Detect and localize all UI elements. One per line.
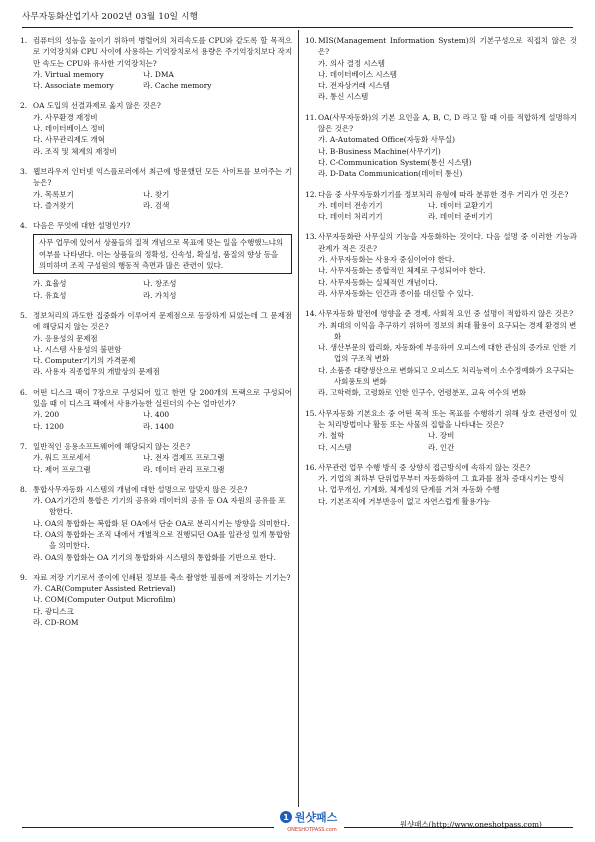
question-number: 1. — [20, 36, 28, 45]
answer-option: 가. 데이터 전송기기 — [318, 200, 383, 210]
answer-option: 나. 400 — [143, 410, 170, 420]
question-item — [20, 387, 292, 432]
answer-option: 나. 업무개선, 기계화, 체계성의 단계를 거쳐 자동화 수행 — [318, 485, 500, 495]
answer-option: 나. 전자 결제프 프로그램 — [143, 453, 225, 463]
svg-text:1: 1 — [283, 813, 289, 822]
answer-option: 가. OA기기간의 통합은 기기의 공유와 데이터의 공유 등 OA 자원의 공유를 포함한다. — [33, 496, 286, 517]
question-text: 사무자동화 발전에 영향을 준 경제, 사회적 요인 중 설명이 적합하지 않은 것은? — [318, 309, 574, 319]
answer-option: 라. OA의 통합화는 OA 기기의 통합화와 시스템의 통합화를 기반으로 한다. — [33, 552, 276, 562]
question-stem — [20, 220, 292, 231]
header-rule — [22, 27, 573, 28]
answer-option: 라. D-Data Communication(데이터 통신) — [318, 169, 463, 179]
answer-options — [305, 134, 577, 179]
answer-option: 다. 즐겨찾기 — [33, 200, 74, 210]
question-item — [20, 441, 292, 475]
answer-option: 다. Computer기기의 가격문제 — [33, 356, 136, 366]
right-column — [305, 35, 577, 516]
answer-option: 나. COM(Computer Output Microfilm) — [33, 595, 176, 605]
answer-option: 다. 시스템 — [318, 442, 352, 452]
question-number: 16. — [305, 462, 317, 472]
question-number: 6. — [20, 387, 28, 397]
question-text: 사무자동화란 사무실의 기능을 자동화하는 것이다. 다음 설명 중 이러한 기능과 관계가 적은 것은? — [318, 232, 577, 253]
answer-option: 라. 고학력화, 고령화로 인한 인구수, 연령분포, 교육 여수의 변화 — [318, 388, 526, 398]
question-stem — [20, 441, 292, 452]
answer-option: 가. 철학 — [318, 431, 345, 441]
answer-option: 가. 최대의 이익을 추구하기 위하여 정보의 최대 활용이 요구되는 경제 환경의 변화 — [318, 320, 577, 341]
question-text: 사무관련 업무 수행 방식 중 상향식 접근방식에 속하지 않는 것은? — [318, 462, 531, 472]
answer-options — [305, 254, 577, 299]
answer-options — [20, 333, 292, 378]
question-number: 12. — [305, 189, 317, 199]
answer-option: 나. DMA — [143, 69, 174, 79]
answer-options — [305, 58, 577, 103]
answer-option: 다. 사무관리제도 개혁 — [33, 135, 105, 145]
question-passage-box: 사무 업무에 있어서 상품들의 질적 개념으로 목표에 맞는 일을 수행했느냐의 여부를 나타낸다. 이는 상품들의 정확성, 신속성, 확실성, 품질의 향상 등을 의미하며 조직 구성원의 행동적 측면과 많은 관련이 있다. — [33, 234, 292, 274]
answer-option: 다. Associate memory — [33, 81, 114, 91]
answer-options — [20, 495, 292, 563]
question-text: 컴퓨터의 성능을 높이기 위하여 병렬어의 처리속도를 CPU와 같도록 할 목적으로 기억장치와 CPU 사이에 사용하는 기억장치로서 용량은 주기억장치보다 작지만 속도는 CPU와 유사한 기억장치는? — [33, 36, 292, 68]
answer-option: 나. 시스템 사용성의 불편함 — [33, 344, 122, 354]
question-stem — [20, 166, 292, 189]
question-number: 3. — [20, 166, 28, 176]
question-stem — [305, 112, 577, 135]
question-number: 8. — [20, 484, 28, 494]
question-item — [305, 112, 577, 180]
question-text: OA 도입의 선결과제로 옳지 않은 것은? — [33, 101, 161, 111]
question-number: 7. — [20, 441, 28, 451]
footer-site: 원샷패스(http://www.oneshotpass.com) — [400, 820, 542, 829]
answer-option: 다. 제어 프로그램 — [33, 464, 91, 474]
answer-option: 다. 유효성 — [33, 290, 67, 300]
logo-subtext: ONESHOTPASS.com — [287, 827, 337, 833]
answer-option: 라. 1400 — [143, 421, 174, 431]
question-item — [305, 35, 577, 103]
answer-option: 다. C-Communication System(통신 시스템) — [318, 157, 472, 167]
answer-option: 라. Cache memory — [143, 81, 212, 91]
question-item — [305, 308, 577, 398]
answer-option: 나. 데이터베이스 정비 — [33, 124, 105, 134]
question-item — [305, 408, 577, 453]
answer-option: 가. 응용성의 문제점 — [33, 333, 98, 343]
question-item — [20, 310, 292, 378]
answer-option: 라. 인간 — [428, 442, 455, 452]
answer-options — [20, 112, 292, 157]
answer-options — [305, 473, 577, 507]
answer-options — [305, 200, 577, 223]
answer-option: 나. 창조성 — [143, 279, 177, 289]
logo-text: 원샷패스 — [294, 811, 338, 824]
answer-options — [20, 583, 292, 628]
answer-option: 라. 조직 및 체계의 재정비 — [33, 146, 117, 156]
question-item — [20, 572, 292, 628]
question-number: 5. — [20, 310, 28, 320]
question-stem — [20, 387, 292, 410]
answer-option: 가. 기업의 최하부 단위업무부터 자동화하여 그 효과를 점차 증대시키는 방식 — [318, 474, 565, 484]
question-item — [20, 166, 292, 211]
answer-option: 나. 데이터베이스 시스템 — [318, 69, 397, 79]
answer-options — [305, 430, 577, 453]
answer-option: 라. 데이터 준비기기 — [428, 212, 493, 222]
question-text: MIS(Management Information System)의 기본구성으로 직접치 않은 것은? — [318, 36, 577, 57]
question-number: 14. — [305, 309, 317, 319]
question-stem — [20, 484, 292, 495]
answer-option: 가. 목록보기 — [33, 189, 74, 199]
question-stem — [20, 310, 292, 333]
question-stem — [20, 572, 292, 583]
answer-options — [20, 278, 292, 301]
question-text: 다음 중 사무자동화기기를 정보처리 유형에 따라 분류한 경우 거리가 먼 것은? — [318, 189, 569, 199]
answer-option: 가. 의사 결정 시스템 — [318, 58, 385, 68]
question-text: OA(사무자동화)의 기본 요인을 A, B, C, D 라고 할 때 이를 적합하게 설명하지 않은 것은? — [318, 112, 577, 134]
answer-option: 라. 통신 시스템 — [318, 92, 369, 102]
answer-option: 가. CAR(Computer Assisted Retrieval) — [33, 584, 176, 594]
answer-option: 가. Virtual memory — [33, 69, 104, 79]
question-item — [20, 220, 292, 301]
answer-option: 나. OA의 통합화는 복합화 된 OA에서 단순 OA로 분리시키는 방향을 의미한다. — [33, 518, 290, 528]
question-number: 11. — [305, 112, 317, 122]
answer-options — [20, 452, 292, 475]
answer-option: 라. 사용자 직종업무의 개발상의 문제점 — [33, 367, 160, 377]
answer-option: 가. 사무환경 재정비 — [33, 112, 98, 122]
answer-option: 다. 전자상거래 시스템 — [318, 81, 390, 91]
answer-option: 나. 사무자동화는 종합적인 체제로 구성되어야 한다. — [318, 266, 486, 276]
question-number: 10. — [305, 36, 317, 45]
answer-option: 나. 장비 — [428, 431, 455, 441]
answer-option: 가. 효율성 — [33, 279, 67, 289]
question-item — [20, 35, 292, 91]
answer-option: 가. 사무자동화는 사용자 중심이어야 한다. — [318, 255, 455, 265]
question-stem — [305, 189, 577, 200]
question-stem — [305, 231, 577, 254]
question-number: 4. — [20, 221, 28, 231]
answer-option: 라. CD-ROM — [33, 618, 79, 628]
column-divider — [298, 30, 299, 825]
answer-options — [20, 189, 292, 212]
left-column — [20, 35, 292, 637]
question-stem — [20, 35, 292, 69]
page-header: 사무자동화산업기사 2002년 03월 10일 시행 — [22, 12, 199, 22]
answer-option: 라. 데이터 관리 프로그램 — [143, 464, 225, 474]
question-text: 일반적인 응용소프트웨어에 해당되지 않는 것은? — [33, 441, 191, 451]
answer-option: 라. 사무자동화는 인간과 종이를 대신할 수 있다. — [318, 288, 474, 298]
question-text: 어떤 디스크 팩이 7장으로 구성되어 있고 한면 당 200개의 트랙으로 구성되어 있을 때 이 디스크 팩에서 사용가능한 실린더의 수는 얼마인가? — [33, 387, 292, 409]
question-item — [305, 189, 577, 223]
question-text: 통합사무자동화 시스템의 개념에 대한 설명으로 알맞지 않은 것은? — [33, 484, 248, 494]
question-text: 정보처리의 과도한 집중화가 이루어져 문제점으로 등장하게 되었는데 그 문제점에 해당되지 않는 것은? — [33, 310, 292, 332]
question-text: 웹브라우저 인터넷 익스플로러에서 최근에 방문했던 모든 사이트를 보여주는 기능은? — [33, 166, 292, 188]
answer-option: 나. 데이터 교환기기 — [428, 200, 493, 210]
answer-option: 다. 데이터 처리기기 — [318, 212, 383, 222]
question-number: 13. — [305, 232, 317, 242]
answer-option: 다. 소품종 대량생산으로 변화되고 오피스도 처리능력이 소수정예화가 요구되는 사회풍토의 변화 — [318, 365, 575, 387]
question-text: 사무자동화 기본요소 중 어떤 목적 또는 목표를 수행하기 위해 상호 관련성이 있는 처리방법이나 활동 또는 사물의 집합을 나타내는 것은? — [318, 408, 577, 429]
question-stem — [305, 35, 577, 58]
question-stem — [305, 408, 577, 431]
question-stem — [305, 308, 577, 319]
question-stem — [305, 462, 577, 473]
answer-option: 나. 찾기 — [143, 189, 170, 199]
answer-option: 라. 가치성 — [143, 290, 177, 300]
question-item — [20, 100, 292, 156]
question-item — [20, 484, 292, 563]
question-text: 자료 저장 기기로서 종이에 인쇄된 정보를 축소 촬영한 필름에 저장하는 기기는? — [33, 572, 291, 582]
question-number: 2. — [20, 101, 28, 111]
answer-option: 다. 기본조직에 거부반응이 없고 자연스럽게 활용가능 — [318, 496, 491, 506]
question-number: 15. — [305, 408, 317, 418]
answer-option: 나. 생산부문의 합리화, 자동화에 부응하여 오피스에 대한 관심의 증가로 인한 기업의 구조적 변화 — [318, 343, 577, 364]
answer-options — [20, 409, 292, 432]
question-number: 9. — [20, 572, 28, 582]
answer-options — [20, 69, 292, 92]
answer-option: 가. 200 — [33, 410, 60, 420]
answer-option: 가. A-Automated Office(자동화 사무실) — [318, 135, 456, 145]
answer-option: 라. 검색 — [143, 200, 170, 210]
answer-option: 가. 워드 프로세서 — [33, 453, 91, 463]
question-item — [305, 231, 577, 299]
question-item — [305, 462, 577, 507]
question-text: 다음은 무엇에 대한 설명인가? — [33, 221, 131, 231]
oneshotpass-logo — [274, 807, 344, 835]
answer-option: 다. 광디스크 — [33, 606, 74, 616]
question-stem — [20, 100, 292, 111]
answer-option: 다. 1200 — [33, 421, 64, 431]
answer-options — [305, 320, 577, 399]
answer-option: 다. 사무자동화는 실체적인 개념이다. — [318, 277, 438, 287]
answer-option: 나. B-Business Machine(사무기기) — [318, 146, 441, 156]
answer-option: 다. OA의 통합화는 조직 내에서 개별적으로 진행되던 OA를 일관성 있게 통합함을 의미한다. — [33, 529, 291, 551]
